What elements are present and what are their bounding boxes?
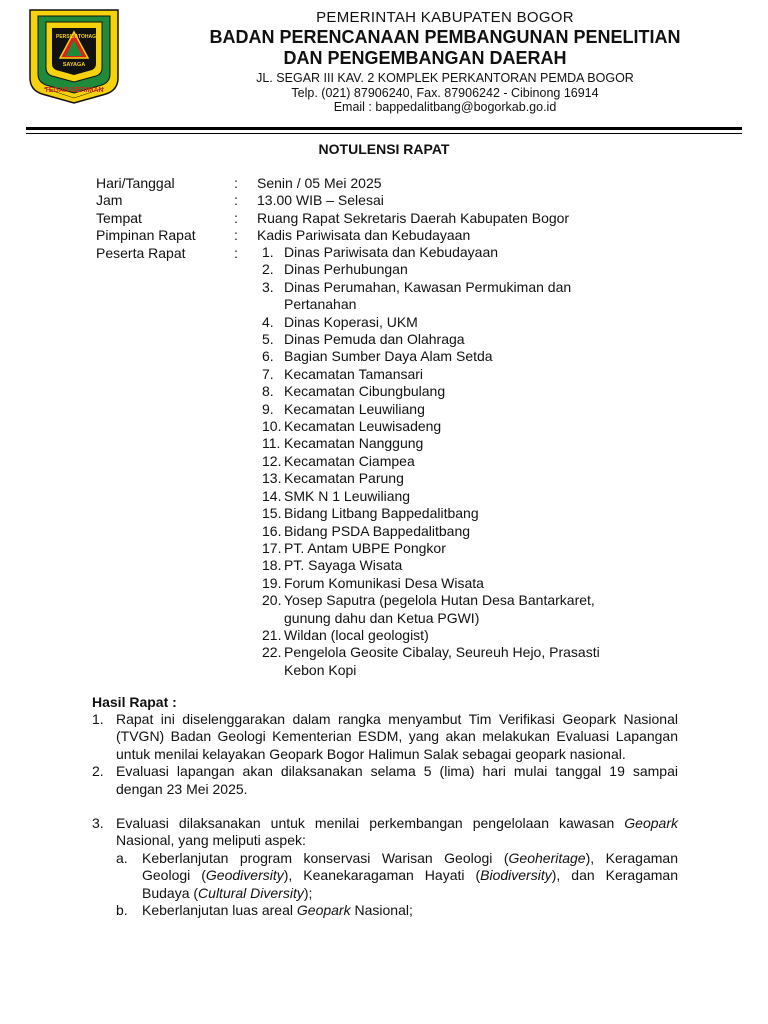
participant-name: Dinas Perumahan, Kawasan Permukiman dan Pertanahan <box>284 278 572 313</box>
meta-colon: : <box>234 244 238 261</box>
participant-number-text: 1. <box>262 244 274 260</box>
participant-item <box>255 488 635 505</box>
participant-name: Yosep Saputra (pegelola Hutan Desa Bantarkaret, gunung dahu dan Ketua PGWI) <box>284 592 595 626</box>
participant-number <box>255 418 284 435</box>
participant-number-text: 19. <box>262 574 282 591</box>
result-text: Rapat ini diselenggarakan dalam rangka menyambut Tim Verifikasi Geopark Nasional (TVGN) Badan Geologi Kementerian ESDM, yang akan melakukan Evaluasi Lapangan untuk menilai kelayakan Geopark Bogor Halimun Salak sebagai geopark nasional. <box>116 711 678 762</box>
participant-number <box>255 592 284 627</box>
participant-name: PT. Antam UBPE Pongkor <box>284 539 446 556</box>
participant-name: Kecamatan Leuwisadeng <box>284 418 442 435</box>
subitem-text <box>142 850 678 902</box>
participant-item <box>255 314 635 331</box>
meta-value: Ruang Rapat Sekretaris Daerah Kabupaten Bogor <box>257 209 570 226</box>
subitem-text-italic: Cultural Diversity <box>198 884 304 901</box>
participant-number <box>255 505 284 522</box>
result-text: Evaluasi lapangan akan dilaksanakan selama 5 (lima) hari mulai tanggal 19 sampai dengan 23 Mei 2025. <box>116 763 678 797</box>
meta-colon: : <box>234 209 238 226</box>
participant-number-text: 13. <box>262 470 282 487</box>
document-title: NOTULENSI RAPAT <box>318 141 450 157</box>
participant-number <box>255 540 284 557</box>
subitem-text-italic: Geodiversity <box>205 867 284 884</box>
letterhead-address: JL. SEGAR III KAV. 2 KOMPLEK PERKANTORAN PEMDA BOGOR <box>256 71 634 85</box>
participant-number <box>255 244 284 261</box>
letterhead-email: Email : bappedalitbang@bogorkab.go.id <box>333 100 557 114</box>
result-number: 2. <box>92 763 104 780</box>
participant-item <box>255 401 635 418</box>
participant-name: Kecamatan Cibungbulang <box>284 383 446 400</box>
subitem-text-italic: Geoheritage <box>508 849 586 866</box>
participant-item <box>255 244 635 261</box>
participant-number <box>255 575 284 592</box>
subitem-text-part: ); <box>303 884 313 901</box>
participant-number <box>255 383 284 400</box>
participant-number-text: 7. <box>262 365 274 382</box>
result-number: 3. <box>92 815 104 832</box>
letterhead-phone: Telp. (021) 87906240, Fax. 87906242 - Cibinong 16914 <box>291 86 599 100</box>
participant-name: Kecamatan Nanggung <box>284 435 424 452</box>
result-number: 1. <box>92 711 104 727</box>
participant-number-text: 9. <box>262 400 274 417</box>
participant-item <box>255 261 635 278</box>
meta-value: 13.00 WIB – Selesai <box>257 192 384 209</box>
participant-name: Bidang PSDA Bappedalitbang <box>284 522 471 539</box>
subitem-text-part: Nasional; <box>350 902 413 919</box>
participant-item <box>255 505 635 522</box>
participant-item <box>255 470 635 487</box>
participant-number <box>255 644 284 679</box>
participant-item <box>255 592 635 627</box>
letterhead-divider-thick <box>26 127 742 130</box>
meta-colon: : <box>234 227 238 244</box>
letterhead-government: PEMERINTAH KABUPATEN BOGOR <box>316 9 574 26</box>
result-text-part: Evaluasi dilaksanakan untuk menilai perkembangan pengelolaan kawasan <box>116 815 625 832</box>
participant-number <box>255 523 284 540</box>
participant-item <box>255 627 635 644</box>
participant-number-text: 16. <box>262 522 282 539</box>
participant-name: Kecamatan Tamansari <box>284 365 424 382</box>
participant-number-text: 12. <box>262 452 282 469</box>
participant-number-text: 14. <box>262 487 282 504</box>
participant-name: SMK N 1 Leuwiliang <box>284 487 411 504</box>
participant-number <box>255 261 284 278</box>
participant-item <box>255 644 635 679</box>
participant-item <box>255 383 635 400</box>
participant-number <box>255 470 284 487</box>
letterhead-agency-line2: DAN PENGEMBANGAN DAERAH <box>283 48 567 68</box>
participant-number-text: 21. <box>262 626 282 643</box>
participant-number <box>255 435 284 452</box>
participant-number <box>255 279 284 314</box>
result-text <box>116 815 678 919</box>
participant-number-text: 2. <box>262 261 274 278</box>
participant-name: Dinas Koperasi, UKM <box>284 313 418 330</box>
participant-item <box>255 557 635 574</box>
meta-colon: : <box>234 192 238 209</box>
participant-name: Wildan (local geologist) <box>284 626 429 643</box>
participant-number-text: 22. <box>262 644 282 661</box>
results-list <box>92 711 678 919</box>
result-text-part: Nasional, yang meliputi aspek: <box>116 832 306 849</box>
participant-number <box>255 401 284 418</box>
logo-text-tohaga: TOHAGA <box>78 34 100 40</box>
result-subitem <box>116 850 678 902</box>
meta-value: Senin / 05 Mei 2025 <box>257 175 382 191</box>
subitem-letter: a. <box>116 849 128 866</box>
participant-item <box>255 366 635 383</box>
participant-item <box>255 540 635 557</box>
subitem-text-italic: Geopark <box>296 902 351 919</box>
participant-number <box>255 627 284 644</box>
result-item <box>92 711 678 763</box>
result-item <box>92 763 678 798</box>
participant-item <box>255 523 635 540</box>
participant-name: Pengelola Geosite Cibalay, Seureuh Hejo, Prasasti Kebon Kopi <box>284 644 600 678</box>
participant-name: Bidang Litbang Bappedalitbang <box>284 505 479 522</box>
participant-number <box>255 314 284 331</box>
participant-name: Kecamatan Parung <box>284 470 404 487</box>
participant-number-text: 6. <box>262 348 274 365</box>
participant-number <box>255 453 284 470</box>
blank-line <box>92 798 678 815</box>
participant-name: Kecamatan Leuwiliang <box>284 400 425 417</box>
result-item <box>92 815 678 919</box>
meta-label: Tempat <box>96 209 142 226</box>
participant-item <box>255 279 635 314</box>
logo-text-sayaga: SAYAGA <box>62 62 86 68</box>
meta-label: Jam <box>96 192 123 209</box>
participant-item <box>255 418 635 435</box>
participant-name: Kecamatan Ciampea <box>284 452 415 469</box>
letterhead <box>140 8 750 114</box>
participant-list <box>255 244 635 679</box>
subitem-text-italic: Biodiversity <box>480 867 552 884</box>
participant-number-text: 18. <box>262 557 282 574</box>
participant-number <box>255 557 284 574</box>
meta-label: Pimpinan Rapat <box>96 227 196 244</box>
participant-item <box>255 331 635 348</box>
participant-number-text: 10. <box>262 418 282 435</box>
participant-name: Dinas Pariwisata dan Kebudayaan <box>284 244 499 260</box>
participant-number <box>255 348 284 365</box>
meta-colon: : <box>234 175 238 191</box>
participant-number-text: 15. <box>262 505 282 522</box>
participant-item <box>255 453 635 470</box>
participant-name: Bagian Sumber Daya Alam Setda <box>284 348 493 365</box>
participant-name: Dinas Perhubungan <box>284 261 408 278</box>
participant-number-text: 8. <box>262 383 274 400</box>
participant-number <box>255 366 284 383</box>
logo-motto: TEGAR BERIMAN <box>44 87 104 94</box>
letterhead-agency-line1: BADAN PERENCANAAN PEMBANGUNAN PENELITIAN <box>209 27 681 47</box>
letterhead-divider-thin <box>26 133 742 134</box>
participant-number-text: 5. <box>262 331 274 348</box>
participant-number-text: 4. <box>262 313 274 330</box>
meta-label: Hari/Tanggal <box>96 175 175 191</box>
result-subitem <box>116 902 678 919</box>
participant-number-text: 11. <box>262 435 281 452</box>
results-heading: Hasil Rapat : <box>92 694 177 710</box>
subitem-text-part: Keberlanjutan luas areal <box>142 902 297 919</box>
participant-number-text: 3. <box>262 278 274 295</box>
participant-item <box>255 575 635 592</box>
meta-label: Peserta Rapat <box>96 244 186 261</box>
participant-number <box>255 331 284 348</box>
subitem-text-part: Keberlanjutan program konservasi Warisan Geologi ( <box>142 849 509 866</box>
subitem-letter: b. <box>116 902 128 919</box>
subitem-text-part: ), Keragaman Geologi ( <box>142 849 678 884</box>
participant-number <box>255 488 284 505</box>
meta-value: Kadis Pariwisata dan Kebudayaan <box>257 227 471 244</box>
subitem-text-part: ), Keanekaragaman Hayati ( <box>283 867 481 884</box>
participant-item <box>255 348 635 365</box>
logo-text-persida: PERSIDA <box>56 34 79 40</box>
participant-name: Forum Komunikasi Desa Wisata <box>284 574 484 591</box>
participant-number-text: 20. <box>262 592 282 609</box>
result-text-italic: Geopark <box>624 815 678 832</box>
participant-name: PT. Sayaga Wisata <box>284 557 403 574</box>
subitem-text-part: ), dan Keragaman Budaya ( <box>142 867 679 901</box>
participant-item <box>255 435 635 452</box>
participant-name: Dinas Pemuda dan Olahraga <box>284 331 465 348</box>
subitem-text <box>142 902 678 919</box>
participant-number-text: 17. <box>262 539 282 556</box>
